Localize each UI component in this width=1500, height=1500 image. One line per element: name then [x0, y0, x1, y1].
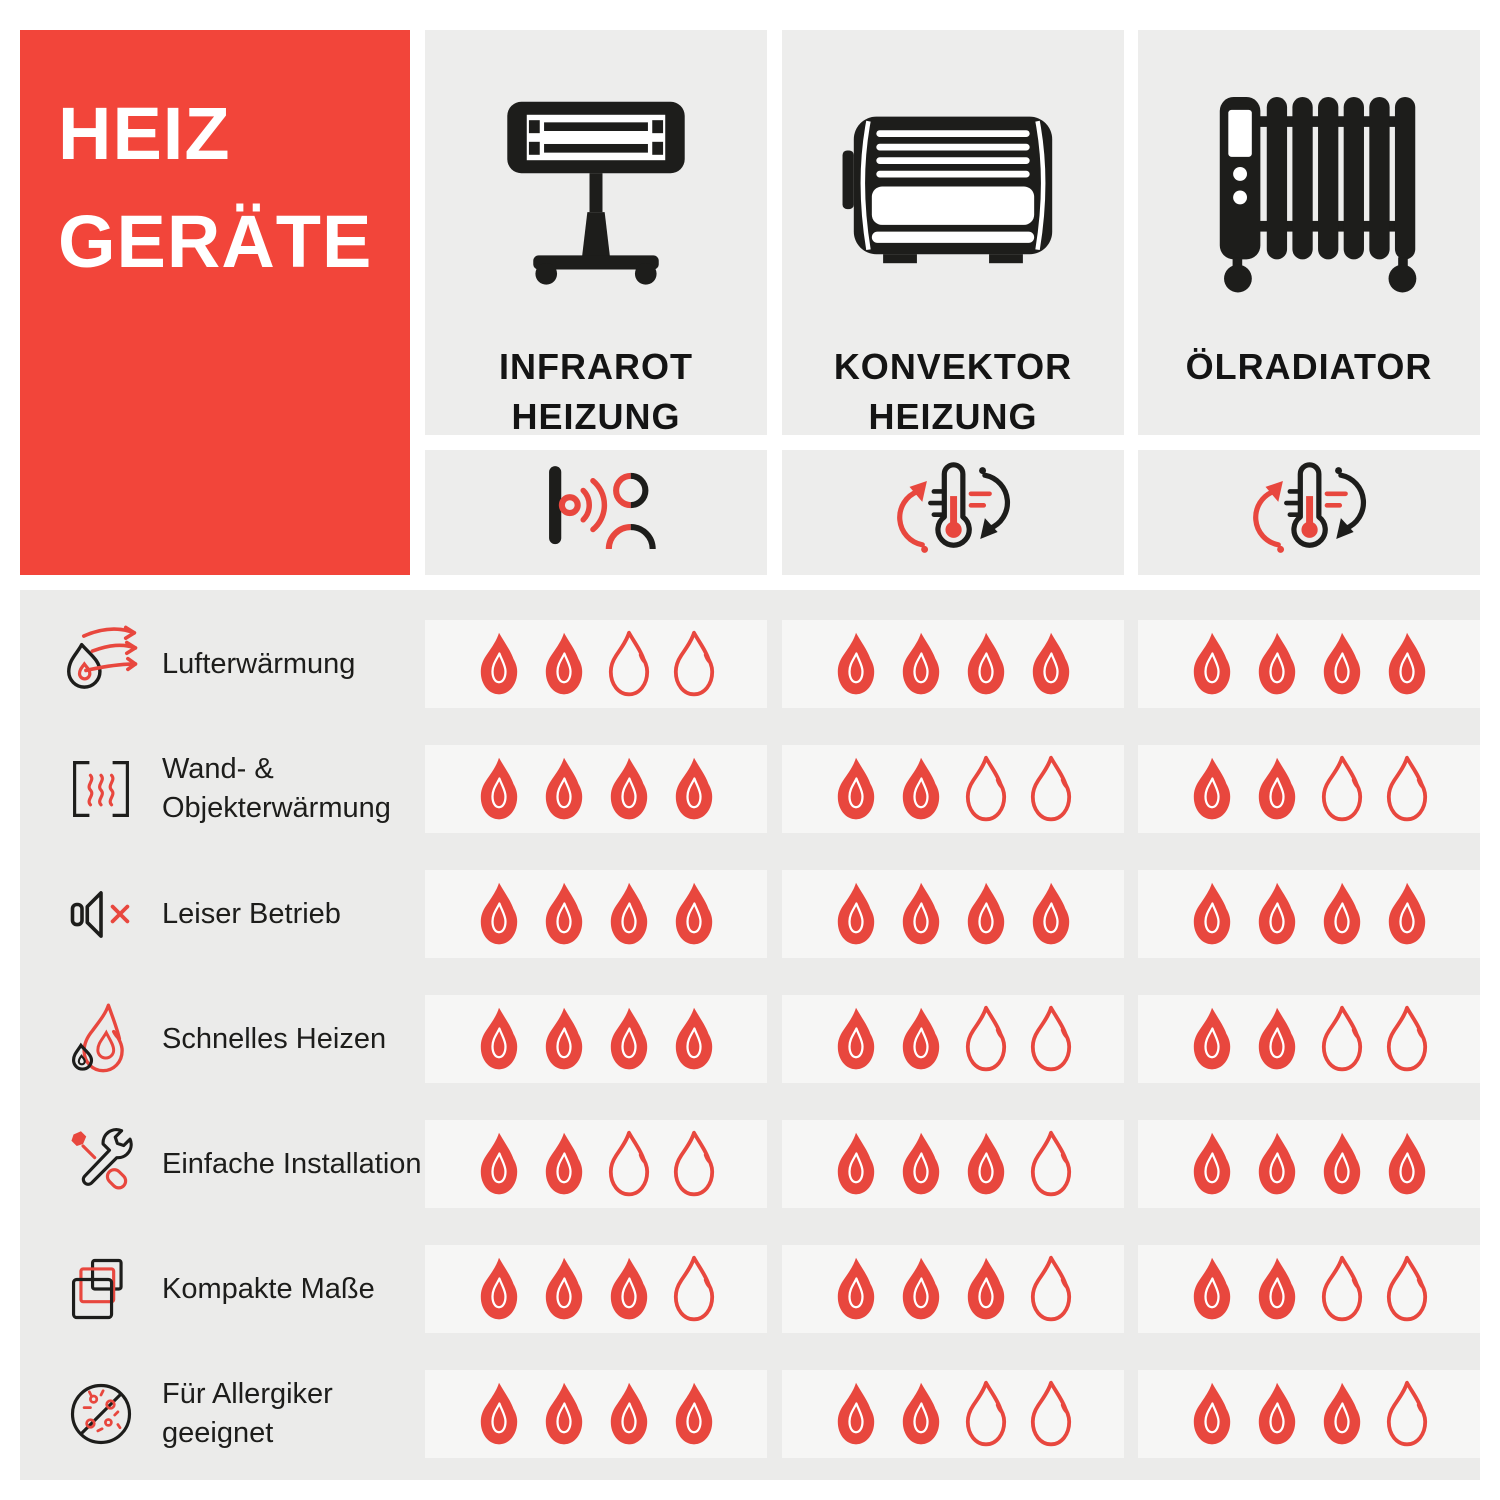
product-name-line: KONVEKTOR: [833, 346, 1073, 387]
flame-outline-icon: [603, 1130, 655, 1198]
flame-filled-icon: [830, 1130, 882, 1198]
feature-label-line: Wand- &: [162, 753, 274, 785]
flame-filled-icon: [1316, 1130, 1368, 1198]
product-name-line: HEIZUNG: [868, 396, 1038, 437]
flame-filled-icon: [1186, 1255, 1238, 1323]
feature-label-line: Einfache Installation: [162, 1147, 422, 1180]
flame-outline-icon: [1316, 1005, 1368, 1073]
rating-cell: [1138, 1370, 1480, 1458]
rating-cell: [425, 1370, 767, 1458]
flame-filled-icon: [538, 755, 590, 823]
rating-cell: [425, 1245, 767, 1333]
heating-mode-panel: [1138, 450, 1480, 575]
flame-outline-icon: [1025, 1255, 1077, 1323]
rating-cell: [1138, 1245, 1480, 1333]
feature-label-line: Für Allergiker: [162, 1378, 333, 1410]
flame-filled-icon: [1381, 880, 1433, 948]
flame-outline-icon: [1316, 755, 1368, 823]
rating-cell: [782, 745, 1124, 833]
feature-label-line: Leiser Betrieb: [162, 897, 341, 930]
product-name: [1138, 342, 1480, 392]
flame-filled-icon: [895, 1255, 947, 1323]
fast-heating-icon: [58, 998, 144, 1080]
flame-outline-icon: [1381, 1380, 1433, 1448]
flame-filled-icon: [960, 1255, 1012, 1323]
compact-size-icon: [58, 1248, 144, 1330]
flame-filled-icon: [895, 1380, 947, 1448]
flame-filled-icon: [1381, 630, 1433, 698]
flame-filled-icon: [473, 755, 525, 823]
heating-mode-panel: [425, 450, 767, 575]
page-title-line2: GERÄTE: [58, 200, 373, 283]
flame-filled-icon: [1025, 630, 1077, 698]
flame-filled-icon: [668, 880, 720, 948]
flame-filled-icon: [1186, 1005, 1238, 1073]
flame-filled-icon: [1316, 630, 1368, 698]
rating-cell: [1138, 620, 1480, 708]
flame-filled-icon: [668, 1380, 720, 1448]
air-warming-icon: [58, 623, 144, 705]
flame-filled-icon: [538, 630, 590, 698]
flame-outline-icon: [1025, 1380, 1077, 1448]
flame-filled-icon: [1316, 1380, 1368, 1448]
rating-cell: [782, 995, 1124, 1083]
flame-filled-icon: [960, 880, 1012, 948]
flame-filled-icon: [830, 1380, 882, 1448]
flame-outline-icon: [1316, 1255, 1368, 1323]
flame-filled-icon: [830, 1255, 882, 1323]
rating-cell: [425, 745, 767, 833]
rating-cell: [782, 870, 1124, 958]
flame-filled-icon: [895, 755, 947, 823]
feature-label: [162, 745, 447, 833]
thermo-circulation-icon: [892, 459, 1014, 566]
flame-filled-icon: [473, 630, 525, 698]
rating-cell: [425, 620, 767, 708]
flame-filled-icon: [830, 880, 882, 948]
flame-outline-icon: [1381, 755, 1433, 823]
flame-filled-icon: [603, 1255, 655, 1323]
oil-radiator-icon: [1138, 48, 1480, 333]
product-name-line: ÖLRADIATOR: [1185, 346, 1433, 387]
flame-filled-icon: [603, 1380, 655, 1448]
flame-filled-icon: [1025, 880, 1077, 948]
flame-outline-icon: [603, 630, 655, 698]
flame-filled-icon: [1251, 1005, 1303, 1073]
flame-outline-icon: [960, 1005, 1012, 1073]
feature-label-line: geeignet: [162, 1417, 274, 1449]
flame-outline-icon: [1381, 1255, 1433, 1323]
infrared-heater-icon: [425, 48, 767, 333]
flame-filled-icon: [538, 1380, 590, 1448]
product-name: [425, 342, 767, 442]
flame-filled-icon: [1186, 880, 1238, 948]
flame-filled-icon: [895, 630, 947, 698]
flame-filled-icon: [960, 630, 1012, 698]
rating-cell: [1138, 1120, 1480, 1208]
flame-filled-icon: [538, 880, 590, 948]
flame-filled-icon: [1251, 1255, 1303, 1323]
feature-label: [162, 995, 447, 1083]
flame-filled-icon: [1186, 755, 1238, 823]
flame-filled-icon: [895, 1005, 947, 1073]
feature-label-line: Kompakte Maße: [162, 1272, 375, 1305]
product-column-header: [425, 30, 767, 435]
convector-heater-icon: [782, 48, 1124, 333]
flame-filled-icon: [1186, 1130, 1238, 1198]
rating-cell: [1138, 870, 1480, 958]
easy-installation-icon: [58, 1123, 144, 1205]
flame-filled-icon: [538, 1130, 590, 1198]
product-column-header: [782, 30, 1124, 435]
quiet-operation-icon: [58, 873, 144, 955]
flame-filled-icon: [830, 755, 882, 823]
product-name-line: INFRAROT: [499, 346, 693, 387]
flame-outline-icon: [960, 755, 1012, 823]
heating-mode-panel: [782, 450, 1124, 575]
feature-label: [162, 1120, 447, 1208]
flame-filled-icon: [1251, 1380, 1303, 1448]
flame-filled-icon: [1251, 755, 1303, 823]
rating-cell: [782, 1245, 1124, 1333]
feature-label: [162, 620, 447, 708]
flame-filled-icon: [538, 1255, 590, 1323]
product-column-header: [1138, 30, 1480, 435]
flame-filled-icon: [1186, 630, 1238, 698]
flame-outline-icon: [668, 1255, 720, 1323]
flame-filled-icon: [1316, 880, 1368, 948]
flame-outline-icon: [1025, 1130, 1077, 1198]
rating-cell: [425, 1120, 767, 1208]
feature-label-line: Lufterwärmung: [162, 647, 356, 680]
flame-filled-icon: [1251, 880, 1303, 948]
flame-filled-icon: [1186, 1380, 1238, 1448]
rating-cell: [1138, 745, 1480, 833]
flame-filled-icon: [1251, 630, 1303, 698]
flame-outline-icon: [668, 630, 720, 698]
flame-filled-icon: [603, 880, 655, 948]
title-banner: [20, 30, 410, 575]
rating-cell: [782, 1370, 1124, 1458]
rating-cell: [425, 995, 767, 1083]
flame-outline-icon: [668, 1130, 720, 1198]
flame-filled-icon: [668, 755, 720, 823]
flame-outline-icon: [960, 1380, 1012, 1448]
allergy-friendly-icon: [58, 1373, 144, 1455]
radiation-person-icon: [532, 461, 660, 564]
flame-filled-icon: [895, 1130, 947, 1198]
flame-filled-icon: [473, 880, 525, 948]
flame-outline-icon: [1381, 1005, 1433, 1073]
feature-label: [162, 1370, 447, 1458]
rating-cell: [782, 1120, 1124, 1208]
flame-filled-icon: [960, 1130, 1012, 1198]
product-name-line: HEIZUNG: [511, 396, 681, 437]
page-title: [58, 80, 372, 296]
rating-cell: [1138, 995, 1480, 1083]
feature-label: [162, 1245, 447, 1333]
flame-filled-icon: [603, 755, 655, 823]
feature-label-line: Schnelles Heizen: [162, 1022, 387, 1055]
flame-filled-icon: [473, 1130, 525, 1198]
flame-outline-icon: [1025, 755, 1077, 823]
flame-filled-icon: [473, 1380, 525, 1448]
flame-filled-icon: [1381, 1130, 1433, 1198]
product-name: [782, 342, 1124, 442]
flame-filled-icon: [830, 1005, 882, 1073]
thermo-circulation-icon: [1248, 459, 1370, 566]
flame-filled-icon: [538, 1005, 590, 1073]
page-title-line1: HEIZ: [58, 92, 231, 175]
flame-filled-icon: [1251, 1130, 1303, 1198]
wall-object-warming-icon: [58, 748, 144, 830]
flame-filled-icon: [830, 630, 882, 698]
flame-filled-icon: [668, 1005, 720, 1073]
flame-filled-icon: [895, 880, 947, 948]
flame-outline-icon: [1025, 1005, 1077, 1073]
rating-cell: [425, 870, 767, 958]
flame-filled-icon: [473, 1255, 525, 1323]
rating-cell: [782, 620, 1124, 708]
feature-label-line: Objekterwärmung: [162, 792, 391, 824]
flame-filled-icon: [603, 1005, 655, 1073]
flame-filled-icon: [473, 1005, 525, 1073]
feature-label: [162, 870, 447, 958]
